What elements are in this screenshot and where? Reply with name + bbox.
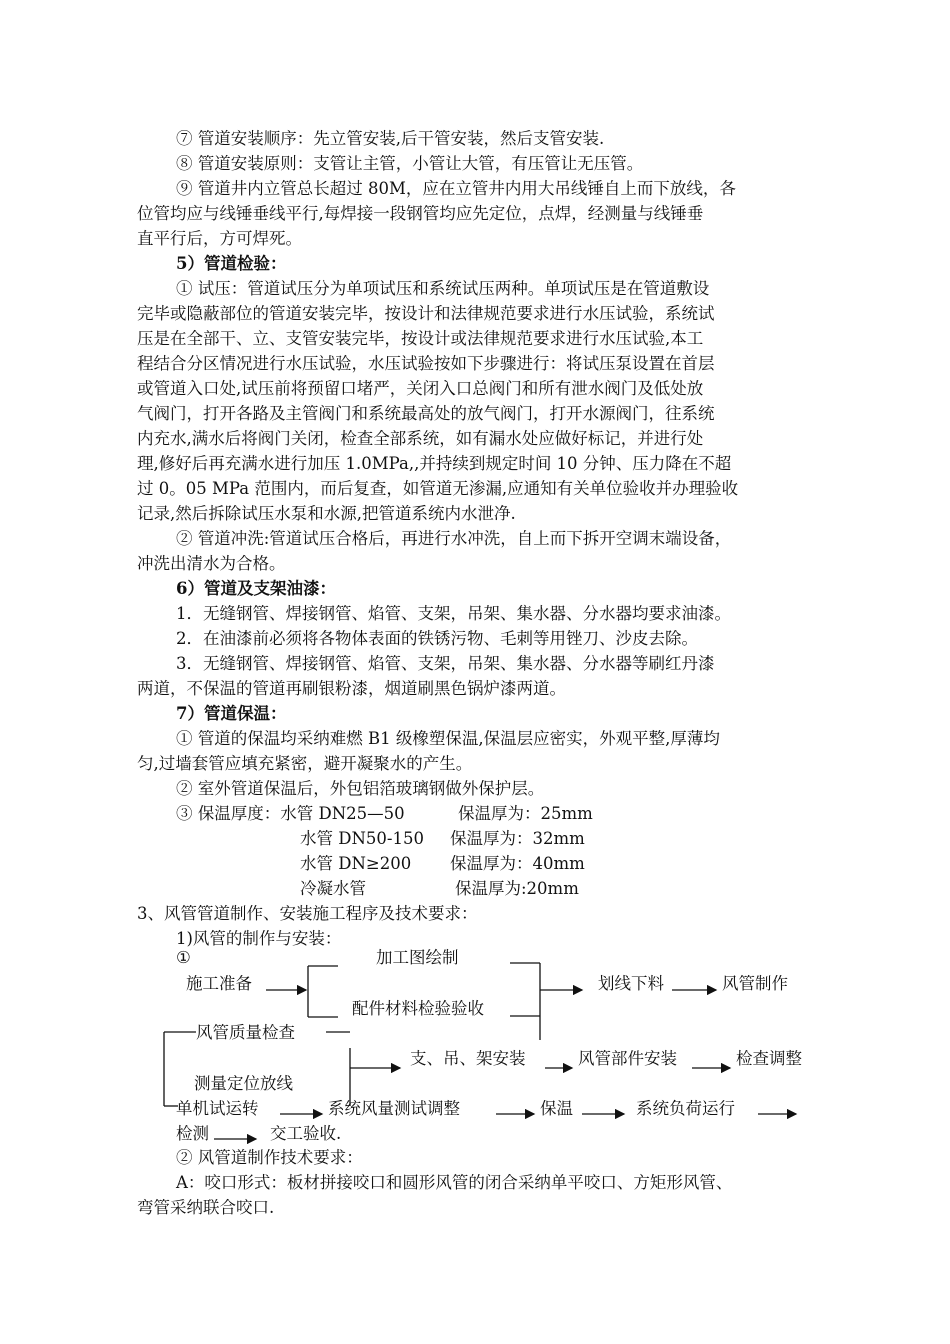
flow-step-circle: ①	[176, 948, 191, 967]
text-line: ② 风管道制作技术要求：	[176, 1148, 363, 1167]
flow-step-load-run: 系统负荷运行	[636, 1099, 735, 1118]
text-line: 1)风管的制作与安装：	[176, 929, 342, 948]
text-line: 位管均应与线锤垂线平行,每焊接一段钢管均应先定位，点焊，经测量与线锤垂	[137, 204, 704, 223]
text-line: 完毕或隐蔽部位的管道安装完毕，按设计和法律规范要求进行水压试验，系统试	[137, 304, 715, 323]
flow-step-material-check: 配件材料检验验收	[352, 999, 484, 1018]
text-line: 2．在油漆前必须将各物体表面的铁锈污物、毛刺等用锉刀、沙皮去除。	[176, 629, 698, 648]
flow-step-drawing: 加工图绘制	[376, 948, 459, 967]
flow-step-detect: 检测	[176, 1124, 209, 1143]
text-line: ⑧ 管道安装原则：支管让主管，小管让大管，有压管让无压管。	[176, 154, 644, 173]
text-line: 过 0。05 MPa 范围内，而后复查，如管道无渗漏,应通知有关单位验收并办理验收	[137, 479, 739, 498]
section-heading: 6）管道及支架油漆：	[176, 579, 336, 598]
flow-step-quality: 风管质量检查	[196, 1023, 295, 1042]
flow-step-make: 风管制作	[722, 974, 788, 993]
text-line: 直平行后，方可焊死。	[137, 229, 302, 248]
text-line: 冲洗出清水为合格。	[137, 554, 286, 573]
text-line: 3．无缝钢管、焊接钢管、焰管、支架，吊架、集水器、分水器等刷红丹漆	[176, 654, 715, 673]
text-line: 1．无缝钢管、焊接钢管、焰管、支架，吊架、集水器、分水器均要求油漆。	[176, 604, 731, 623]
text-line: 冷凝水管	[300, 879, 366, 898]
text-line: 保温厚为：32mm	[450, 829, 585, 848]
text-line: 保温厚为：40mm	[450, 854, 585, 873]
text-line: A：咬口形式：板材拼接咬口和圆形风管的闭合采纳单平咬口、方矩形风管、	[176, 1173, 733, 1192]
text-line: ① 管道的保温均采纳难燃 B1 级橡塑保温,保温层应密实，外观平整,厚薄均	[176, 729, 720, 748]
text-line: ② 室外管道保温后，外包铝箔玻璃钢做外保护层。	[176, 779, 545, 798]
section-heading: 7）管道保温：	[176, 704, 287, 723]
text-line: 记录,然后拆除试压水泵和水源,把管道系统内水泄净.	[137, 504, 516, 523]
text-line: ② 管道冲洗:管道试压合格后，再进行水冲洗，自上而下拆开空调末端设备，	[176, 529, 732, 548]
text-line: ⑦ 管道安装顺序：先立管安装,后干管安装，然后支管安装.	[176, 129, 605, 148]
text-line: 或管道入口处,试压前将预留口堵严，关闭入口总阀门和所有泄水阀门及低处放	[137, 379, 704, 398]
text-line: 水管 DN50-150	[300, 829, 424, 848]
flow-step-handover: 交工验收.	[270, 1124, 342, 1143]
flow-step-hangers: 支、吊、架安装	[410, 1049, 526, 1068]
flow-step-single-run: 单机试运转	[176, 1099, 259, 1118]
text-line: 程结合分区情况进行水压试验，水压试验按如下步骤进行：将试压泵设置在首层	[137, 354, 715, 373]
text-line: 保温厚为：25mm	[458, 804, 593, 823]
flow-step-survey: 测量定位放线	[194, 1074, 293, 1093]
flow-step-air-test: 系统风量测试调整	[328, 1099, 460, 1118]
text-line: 匀,过墙套管应填充紧密，避开凝聚水的产生。	[137, 754, 473, 773]
flow-step-prep: 施工准备	[186, 974, 252, 993]
text-line: 保温厚为:20mm	[455, 879, 579, 898]
text-line: 两道，不保温的管道再刷银粉漆，烟道刷黑色锅炉漆两道。	[137, 679, 566, 698]
text-line: ⑨ 管道井内立管总长超过 80M，应在立管井内用大吊线锤自上而下放线，各	[176, 179, 736, 198]
flow-step-parts: 风管部件安装	[578, 1049, 677, 1068]
text-line: 压是在全部干、立、支管安装完毕，按设计或法律规范要求进行水压试验,本工	[137, 329, 704, 348]
text-line: 内充水,满水后将阀门关闭，检查全部系统，如有漏水处应做好标记，并进行处	[137, 429, 704, 448]
flow-step-inspect: 检查调整	[736, 1049, 802, 1068]
text-line: 理,修好后再充满水进行加压 1.0MPa,,并持续到规定时间 10 分钟、压力降在不超	[137, 454, 732, 473]
section-heading: 5）管道检验：	[176, 254, 287, 273]
text-line: 气阀门，打开各路及主管阀门和系统最高处的放气阀门，打开水源阀门，往系统	[137, 404, 715, 423]
flow-step-cut: 划线下料	[598, 974, 664, 993]
text-line: ① 试压：管道试压分为单项试压和系统试压两种。单项试压是在管道敷设	[176, 279, 710, 298]
text-line: ③ 保温厚度：水管 DN25—50	[176, 804, 405, 823]
text-line: 3、风管管道制作、安装施工程序及技术要求：	[137, 904, 478, 923]
text-line: 弯管采纳联合咬口.	[137, 1198, 275, 1217]
text-line: 水管 DN≥200	[300, 854, 412, 873]
flow-step-insulate: 保温	[540, 1099, 573, 1118]
